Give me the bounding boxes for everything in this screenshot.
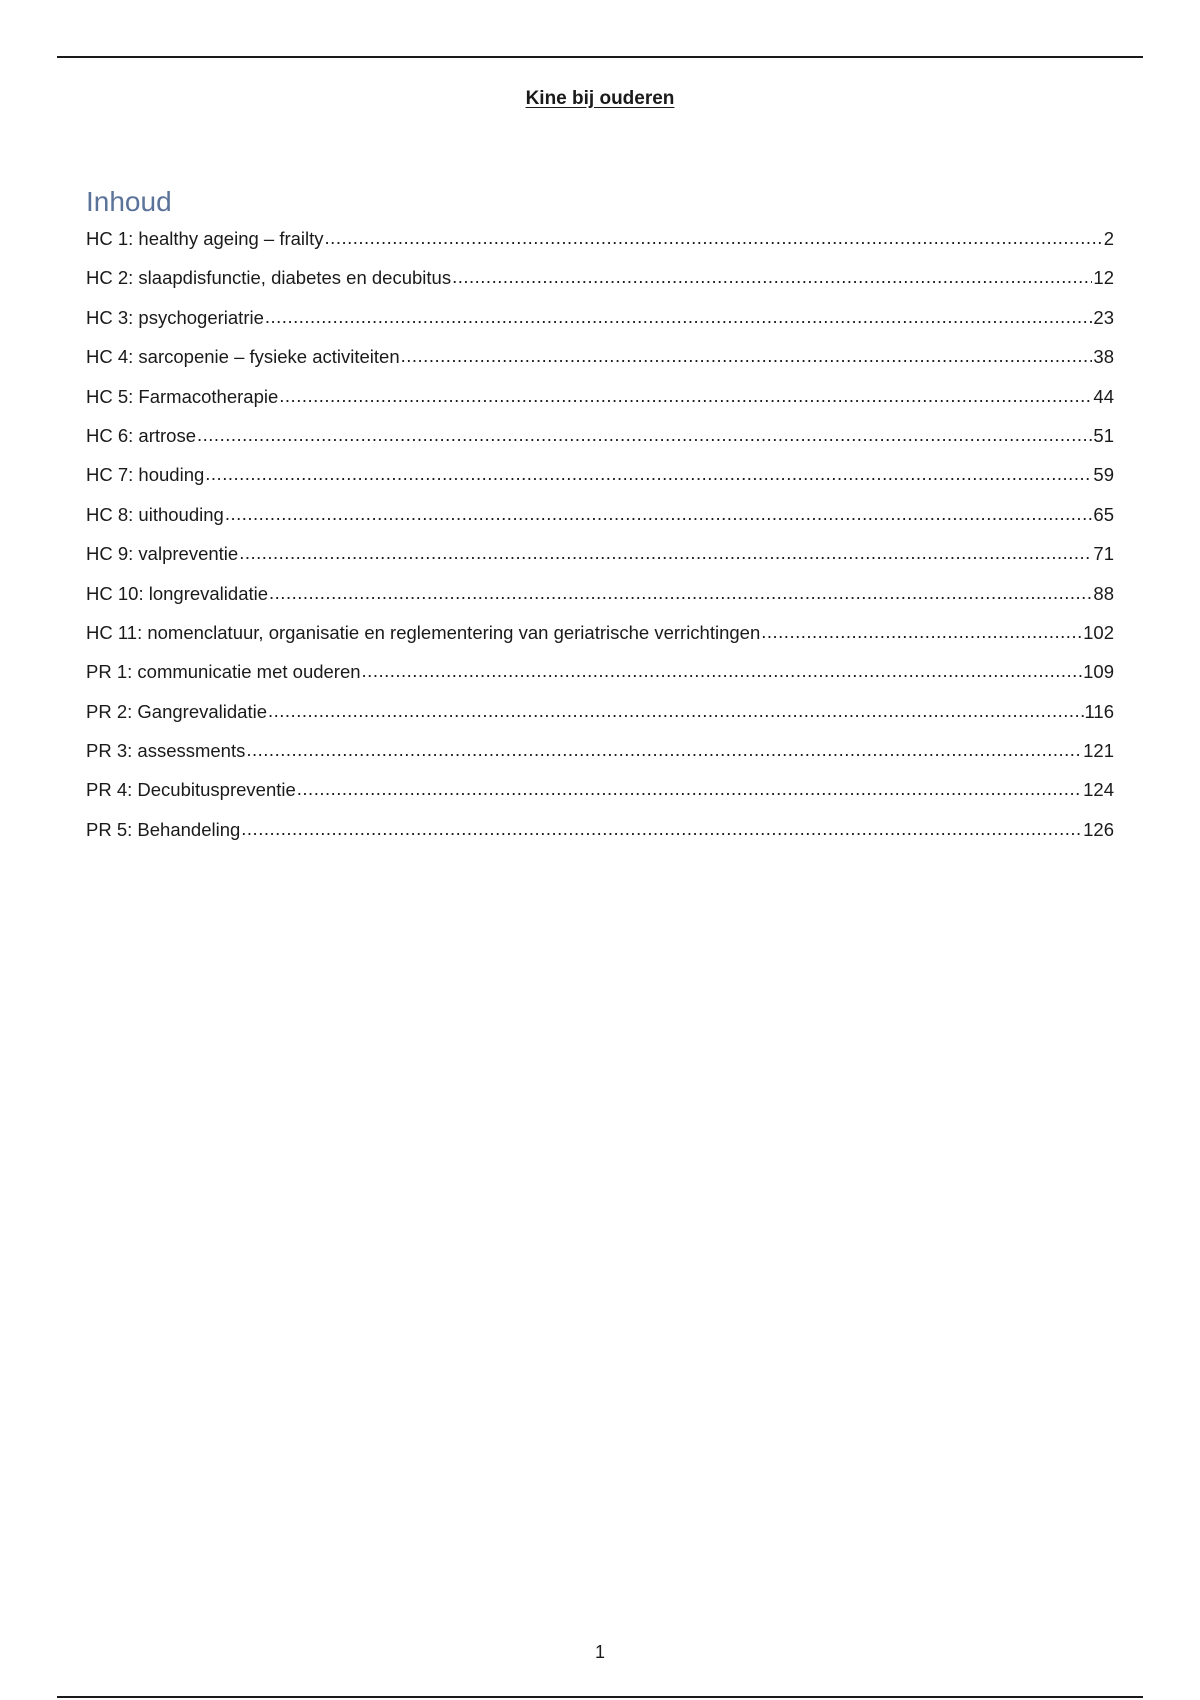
- toc-entry-page: 88: [1093, 582, 1114, 604]
- footer-rule: [57, 1696, 1143, 1698]
- toc-entry-hc10[interactable]: [86, 583, 1114, 622]
- toc-entry-page: 38: [1093, 346, 1114, 368]
- toc-entry-page: 44: [1093, 385, 1114, 407]
- toc-entry-hc9[interactable]: [86, 543, 1114, 582]
- header-rule: [57, 56, 1143, 58]
- toc-entry-page: 102: [1083, 621, 1114, 643]
- toc-leader-dots: [401, 345, 1093, 367]
- toc-leader-dots: [269, 582, 1092, 604]
- toc-entry-label: HC 6: artrose: [86, 424, 197, 446]
- toc-leader-dots: [265, 306, 1093, 328]
- toc-entry-label: HC 2: slaapdisfunctie, diabetes en decubitus: [86, 267, 452, 289]
- toc-leader-dots: [239, 542, 1092, 564]
- toc-entry-page: 109: [1083, 661, 1114, 683]
- toc-leader-dots: [297, 778, 1082, 800]
- toc-entry-hc6[interactable]: [86, 425, 1114, 464]
- toc-entry-page: 12: [1093, 267, 1114, 289]
- toc-leader-dots: [241, 818, 1082, 840]
- toc-entry-label: PR 3: assessments: [86, 740, 246, 762]
- toc-entry-label: HC 10: longrevalidatie: [86, 582, 269, 604]
- toc-entry-label: HC 7: houding: [86, 464, 205, 486]
- toc-entry-pr3[interactable]: [86, 740, 1114, 779]
- toc-entry-pr1[interactable]: [86, 661, 1114, 700]
- toc-entry-label: HC 4: sarcopenie – fysieke activiteiten: [86, 346, 400, 368]
- toc-entry-page: 23: [1093, 306, 1114, 328]
- document-title: Kine bij ouderen: [525, 88, 675, 109]
- toc-entry-label: HC 8: uithouding: [86, 503, 224, 525]
- toc-entry-label: HC 11: nomenclatuur, organisatie en reglementering van geriatrische verrichtingen: [86, 621, 761, 643]
- toc-leader-dots: [225, 503, 1093, 525]
- toc-heading: Inhoud: [86, 186, 172, 217]
- page-number: 1: [594, 1642, 605, 1662]
- toc-entry-page: 124: [1083, 779, 1114, 801]
- toc-entry-label: PR 2: Gangrevalidatie: [86, 700, 267, 722]
- toc-entry-label: HC 3: psychogeriatrie: [86, 306, 264, 328]
- toc-leader-dots: [197, 424, 1092, 446]
- toc-entry-page: 51: [1093, 424, 1114, 446]
- table-of-contents: [86, 228, 1114, 858]
- toc-entry-label: PR 4: Decubituspreventie: [86, 779, 296, 801]
- toc-leader-dots: [279, 385, 1092, 407]
- toc-entry-label: HC 1: healthy ageing – frailty: [86, 228, 324, 249]
- toc-entry-page: 2: [1103, 228, 1114, 249]
- toc-entry-page: 59: [1093, 464, 1114, 486]
- toc-entry-page: 126: [1083, 818, 1114, 840]
- toc-entry-hc3[interactable]: [86, 307, 1114, 346]
- toc-entry-hc5[interactable]: [86, 386, 1114, 425]
- toc-entry-hc11[interactable]: [86, 622, 1114, 661]
- toc-entry-page: 71: [1093, 543, 1114, 565]
- toc-leader-dots: [205, 463, 1092, 485]
- toc-entry-pr5[interactable]: [86, 819, 1114, 858]
- toc-leader-dots: [761, 621, 1082, 643]
- toc-entry-pr4[interactable]: [86, 779, 1114, 818]
- toc-entry-label: PR 1: communicatie met ouderen: [86, 661, 361, 683]
- toc-leader-dots: [268, 700, 1084, 722]
- toc-entry-page: 65: [1093, 503, 1114, 525]
- toc-entry-hc8[interactable]: [86, 504, 1114, 543]
- toc-entry-hc7[interactable]: [86, 464, 1114, 503]
- toc-entry-label: PR 5: Behandeling: [86, 818, 241, 840]
- toc-entry-label: HC 5: Farmacotherapie: [86, 385, 279, 407]
- toc-leader-dots: [362, 660, 1083, 682]
- toc-entry-label: HC 9: valpreventie: [86, 543, 239, 565]
- toc-entry-hc2[interactable]: [86, 267, 1114, 306]
- toc-leader-dots: [325, 227, 1103, 249]
- toc-entry-pr2[interactable]: [86, 701, 1114, 740]
- toc-leader-dots: [246, 739, 1082, 761]
- toc-entry-hc1[interactable]: [86, 228, 1114, 267]
- toc-entry-page: 116: [1084, 700, 1114, 722]
- toc-entry-page: 121: [1083, 740, 1114, 762]
- toc-entry-hc4[interactable]: [86, 346, 1114, 385]
- toc-leader-dots: [452, 266, 1092, 288]
